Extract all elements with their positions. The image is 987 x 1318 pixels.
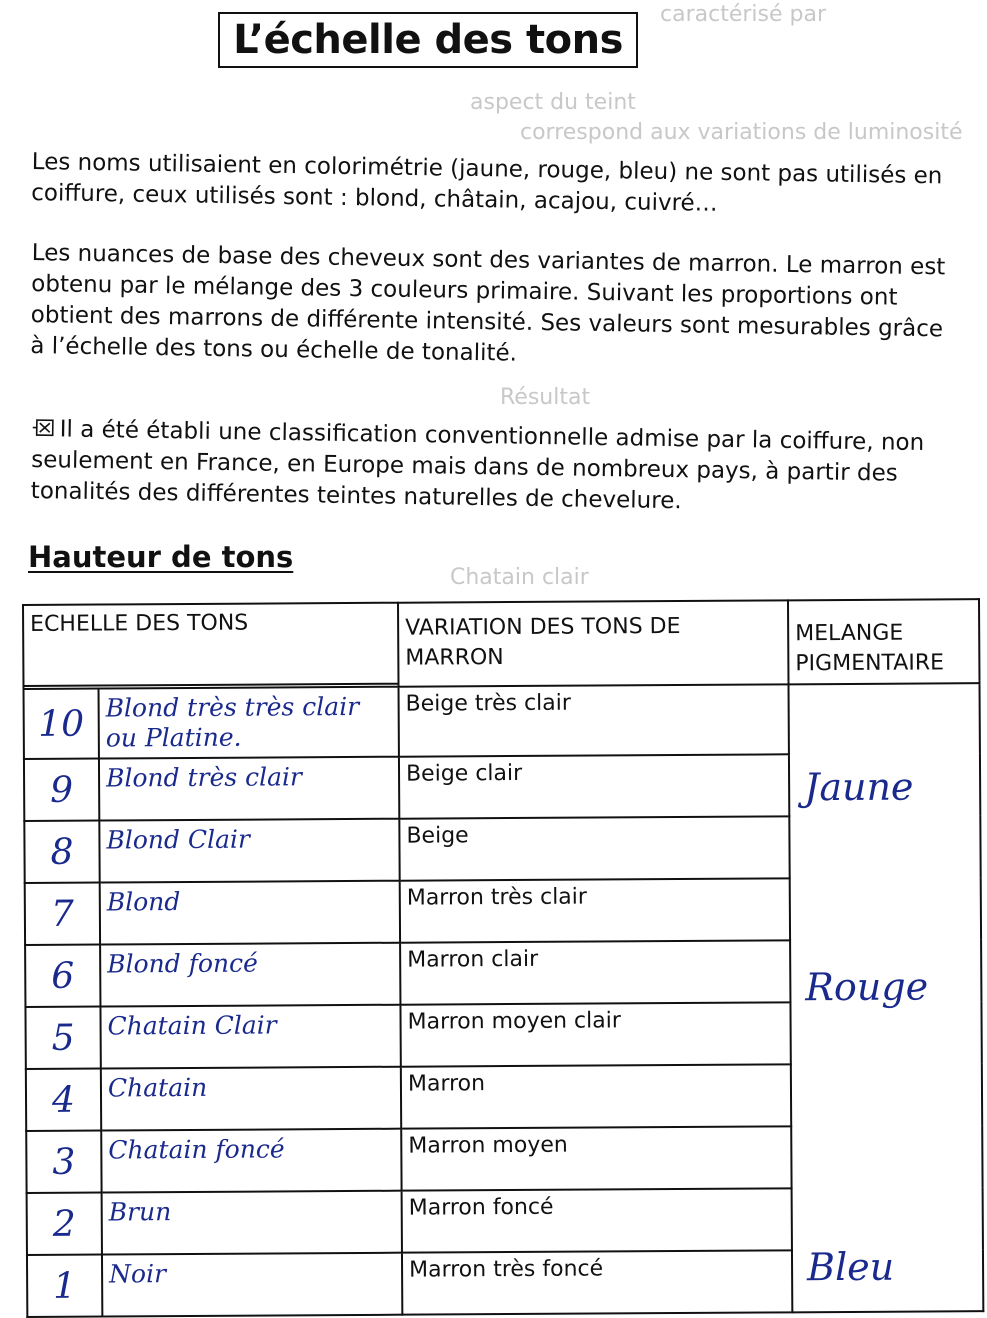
page-title: L’échelle des tons (218, 12, 638, 68)
tone-number: 9 (24, 759, 99, 821)
tone-variation: Marron foncé (402, 1188, 792, 1252)
table-row (24, 683, 980, 759)
tone-number: 2 (27, 1193, 102, 1255)
tone-number: 3 (26, 1131, 101, 1193)
tone-name: Noir (102, 1253, 402, 1317)
tone-name: Blond (100, 881, 400, 945)
bleed-through: Résultat (500, 385, 591, 410)
tone-variation: Marron très clair (400, 878, 790, 942)
tone-name: Blond très clair (99, 757, 399, 821)
tone-number: 10 (24, 689, 99, 759)
pigment-rouge: Rouge (805, 964, 929, 1010)
tone-name: Chatain Clair (100, 1005, 400, 1069)
header-scale: ECHELLE DES TONS (23, 603, 398, 687)
section-title: Hauteur de tons (28, 540, 294, 574)
tone-variation: Marron (401, 1064, 791, 1128)
tone-name: Blond foncé (100, 943, 400, 1007)
tone-variation: Marron clair (400, 940, 790, 1004)
pigment-jaune: Jaune (803, 764, 914, 810)
header-mix: MELANGE PIGMENTAIRE (788, 599, 980, 684)
paragraph-classification-text: Il a été établi une classification conventionnelle admise par la coiffure, non seulement en France, en Europe mais dans de nombreux pays, à partir des tonalités des différentes teintes naturelles de chevelure. (30, 416, 925, 515)
pigment-column (789, 683, 984, 1312)
tone-variation: Marron très foncé (402, 1250, 792, 1314)
tone-name: Chatain foncé (101, 1129, 401, 1193)
tone-variation: Marron moyen clair (400, 1002, 790, 1066)
header-variation: VARIATION DES TONS DE MARRON (398, 600, 789, 686)
tone-scale-table (22, 598, 984, 1318)
checkbox-x-icon (32, 419, 54, 437)
paragraph-classification (31, 414, 952, 521)
tone-variation: Beige (399, 816, 789, 880)
tone-number: 4 (26, 1069, 101, 1131)
tone-name: Brun (102, 1191, 402, 1255)
tone-name: Blond Clair (99, 819, 399, 883)
tone-number: 6 (25, 945, 100, 1007)
tone-number: 8 (24, 821, 99, 883)
bleed-through: correspond aux variations de luminosité (520, 120, 963, 145)
paragraph-nuances: Les nuances de base des cheveux sont des variantes de marron. Le marron est obtenu par le mélange des 3 couleurs primaire. Suivant les proportions ont obtient des marrons de différente intensité. Ses valeurs sont mesurables grâce à l’échelle des tons ou échelle de tonalité. (30, 239, 946, 367)
tone-variation: Beige très clair (399, 684, 789, 756)
tone-name: Blond très très clair ou Platine. (99, 687, 399, 759)
tone-variation: Marron moyen (401, 1126, 791, 1190)
bleed-through: aspect du teint (470, 90, 636, 115)
tone-variation: Beige clair (399, 754, 789, 818)
tone-number: 1 (27, 1255, 102, 1317)
paragraph-colorimetry: Les noms utilisaient en colorimétrie (jaune, rouge, bleu) ne sont pas utilisés en coiffure, ceux utilisés sont : blond, châtain, acajou, cuivré… (31, 148, 943, 217)
tone-name: Chatain (101, 1067, 401, 1131)
tone-number: 5 (25, 1007, 100, 1069)
bleed-through: caractérisé par (660, 2, 826, 27)
pigment-bleu: Bleu (806, 1244, 895, 1290)
bleed-through: Chatain clair (450, 565, 589, 590)
table-header-row (23, 599, 979, 686)
tone-number: 7 (25, 883, 100, 945)
